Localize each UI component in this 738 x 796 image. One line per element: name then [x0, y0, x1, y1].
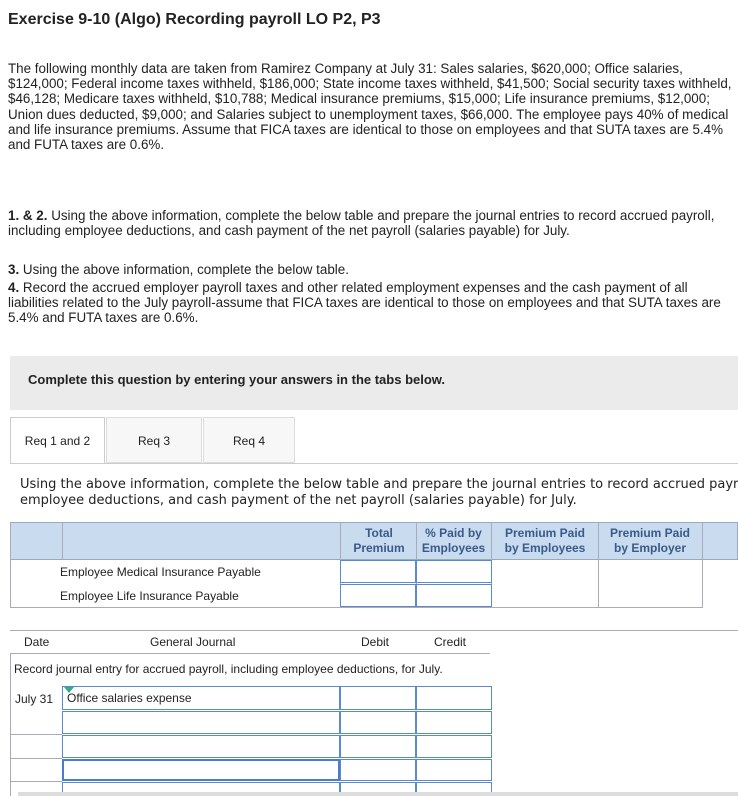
journal-debit-input-4[interactable]	[340, 759, 416, 781]
req4-number: 4.	[8, 280, 20, 295]
req12-text: Using the above information, complete the below table and prepare the journal entries to record accrued payroll, including employee deductions, and cash payment of the net payroll (salaries payable) for July.	[8, 208, 715, 239]
grid-line	[10, 607, 703, 608]
medical-pct-paid-input[interactable]	[416, 560, 492, 583]
journal-credit-input-2[interactable]	[416, 711, 492, 734]
exercise-title: Exercise 9-10 (Algo) Recording payroll LO P2, P3	[8, 11, 381, 28]
tab-req-1-and-2[interactable]: Req 1 and 2	[10, 417, 105, 463]
header-prem-er-1: Premium Paid	[609, 526, 691, 540]
journal-debit-input-1[interactable]	[340, 686, 416, 710]
header-premium-employees	[492, 526, 598, 556]
journal-credit-input-3[interactable]	[416, 735, 492, 758]
grid-line	[10, 781, 62, 782]
grid-line	[10, 653, 11, 796]
tab-req-3[interactable]: Req 3	[106, 417, 202, 463]
journal-col-debit: Debit	[361, 635, 390, 649]
req3-number: 3.	[8, 262, 20, 277]
header-pct-2: Employees	[421, 541, 486, 555]
horizontal-scrollbar[interactable]	[18, 792, 738, 796]
header-prem-emp-1: Premium Paid	[504, 526, 586, 540]
journal-credit-input-1[interactable]	[416, 686, 492, 710]
requirement-4	[8, 280, 736, 326]
journal-debit-input-3[interactable]	[340, 735, 416, 758]
journal-account-input-2[interactable]	[62, 711, 340, 734]
req3-text: Using the above information, complete the below table.	[22, 262, 349, 277]
journal-col-date: Date	[24, 635, 50, 649]
tab-req-4[interactable]: Req 4	[203, 417, 295, 463]
header-prem-emp-2: by Employees	[504, 541, 586, 555]
requirement-3	[8, 262, 736, 277]
instruction-line-2: employee deductions, and cash payment of the net payroll (salaries payable) for July.	[20, 493, 577, 508]
requirement-1-2	[8, 208, 736, 238]
journal-col-credit: Credit	[434, 635, 467, 649]
journal-account-input-3[interactable]	[62, 735, 340, 758]
journal-top-rule	[10, 630, 738, 631]
journal-debit-input-2[interactable]	[340, 711, 416, 734]
problem-intro: The following monthly data are taken from Ramirez Company at July 31: Sales salaries, $620,000; Office salaries, $124,000; Federal income taxes withheld, $186,000; State income taxes withheld, $41,500; Social security taxes withheld, $46,128; Medicare taxes withheld, $10,788; Medical insurance premiums, $15,000; Life insurance premiums, $12,000; Union dues deducted, $9,000; and Salaries subject to unemployment taxes, $66,000. The employee pays 40% of medical and life insurance premiums. Assume that FICA taxes are identical to those on employees and that SUTA taxes are 5.4% and FUTA taxes are 0.6%.	[8, 61, 732, 153]
header-premium-employer	[598, 526, 702, 556]
grid-line	[10, 758, 62, 759]
header-total-2: Premium	[353, 541, 405, 555]
dropdown-arrow-icon	[64, 687, 74, 693]
header-total-premium	[342, 526, 416, 556]
life-total-premium-input[interactable]	[340, 584, 416, 607]
instruction-banner	[10, 356, 738, 410]
row-life-insurance: Employee Life Insurance Payable	[60, 589, 239, 603]
journal-credit-input-4[interactable]	[416, 759, 492, 781]
banner-text: Complete this question by entering your answers in the tabs below.	[28, 372, 446, 387]
journal-caption: Record journal entry for accrued payroll, including employee deductions, for July.	[14, 662, 443, 676]
header-prem-er-2: by Employer	[613, 541, 687, 555]
grid-line	[62, 522, 63, 560]
grid-line	[10, 522, 11, 608]
grid-line	[598, 522, 599, 608]
row-medical-insurance: Employee Medical Insurance Payable	[60, 565, 261, 579]
medical-total-premium-input[interactable]	[340, 560, 416, 583]
journal-header-rule	[10, 653, 490, 654]
header-total-1: Total	[365, 526, 393, 540]
header-pct-1: % Paid by	[425, 526, 482, 540]
instruction-line-1: Using the above information, complete the below table and prepare the journal entries to record accrued payr	[20, 477, 738, 492]
journal-account-input-4[interactable]	[62, 759, 340, 781]
req4-text: Record the accrued employer payroll taxes and other related employment expenses and the cash payment of all liabilities related to the July payroll-assume that FICA taxes are identical to those on employees and that SUTA taxes are 5.4% and FUTA taxes are 0.6%.	[8, 280, 721, 326]
journal-col-general: General Journal	[150, 635, 236, 649]
grid-line	[10, 734, 62, 735]
header-pct-paid	[416, 526, 491, 556]
grid-line	[702, 522, 703, 608]
tab-divider	[10, 463, 738, 464]
journal-account-value-1: Office salaries expense	[67, 691, 192, 705]
life-pct-paid-input[interactable]	[416, 584, 492, 607]
journal-date-1: July 31	[15, 692, 54, 706]
req12-number: 1. & 2.	[8, 208, 48, 223]
journal-account-input-1[interactable]	[62, 686, 340, 710]
